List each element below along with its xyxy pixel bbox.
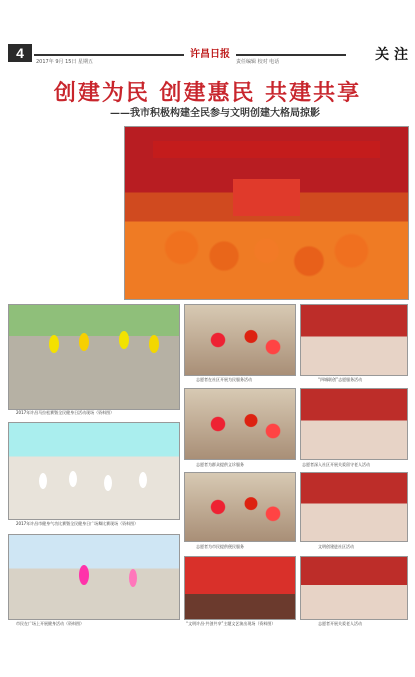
photo-caption: 市民在广场上开展健身活动（资料图）	[16, 621, 84, 626]
stage-banner	[153, 141, 379, 158]
article-column-1	[8, 126, 62, 294]
header-rule-right	[236, 54, 346, 56]
section-title: 关 注	[375, 47, 408, 63]
photo-caption: 志愿者在社区开展为民服务活动	[196, 377, 252, 382]
photo-free-clinic	[184, 388, 296, 460]
main-photo-meeting	[124, 126, 409, 300]
article-column-2	[66, 126, 120, 298]
header-rule-left	[34, 54, 184, 56]
photo-marathon	[8, 304, 180, 410]
stage-flags	[233, 179, 301, 217]
photo-convenience-service	[184, 472, 296, 542]
photo-volunteers	[300, 304, 408, 376]
page-number: 4	[8, 44, 32, 62]
headline: 创建为民 创建惠民 共建共享	[53, 81, 362, 106]
photo-caption: 志愿者为市民提供便民服务	[196, 544, 244, 549]
photo-caption: “文明许昌·共创共享”主题文艺演出现场（资料图）	[186, 621, 276, 626]
photo-elder-care	[300, 388, 408, 460]
photo-caption: 志愿者为群众提供义诊服务	[196, 462, 244, 467]
masthead: 许昌日报	[190, 49, 230, 60]
photo-performance	[184, 556, 296, 620]
photo-community-event	[300, 472, 408, 542]
photo-community-service	[184, 304, 296, 376]
photo-caption: 志愿者深入社区开展关爱留守老人活动	[302, 462, 370, 467]
photo-caption: 2017年许昌市健身气功比赛暨全民健身日广场舞比赛现场（资料图）	[16, 521, 139, 526]
photo-caption: 文明创建进社区活动	[318, 544, 354, 549]
photo-fitness	[8, 534, 180, 620]
issue-date: 2017年 9月 15日 星期五	[36, 59, 94, 65]
photo-elderly-visit	[300, 556, 408, 620]
photo-caption: 志愿者开展关爱老人活动	[318, 621, 362, 626]
photo-caption: 2017年许昌马拉松赛暨全民健身日活动现场（资料图）	[16, 410, 115, 415]
subheadline: ——我市积极构建全民参与文明创建大格局掠影	[110, 108, 320, 119]
editor-info: 责任编辑 校对 电话	[236, 59, 280, 65]
photo-square-dance	[8, 422, 180, 520]
photo-caption: “四城联创”志愿服务活动	[318, 377, 363, 382]
